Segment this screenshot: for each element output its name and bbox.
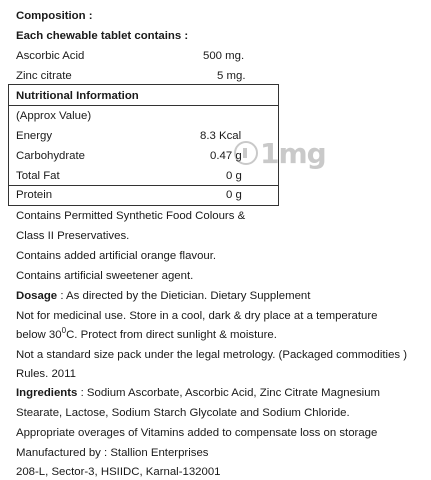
ingredients-line [16,386,380,400]
composition-item-name: Zinc citrate [16,70,72,82]
overages-line: Appropriate overages of Vitamins added to compensate loss on storage [16,427,378,439]
nutrition-row-value: 0.47 g [210,150,242,162]
storage-line: Not for medicinal use. Store in a cool, dark & dry place at a temperature [16,310,378,322]
note-line: Contains added artificial orange flavour. [16,250,217,262]
nutrition-heading: Nutritional Information [16,90,139,102]
note-line: Contains Permitted Synthetic Food Colours & [16,210,246,222]
nutrition-row-name: Protein [16,189,53,201]
dosage-text: : As directed by the Dietician. Dietary Supplement [57,290,311,302]
manufacturer-line: Manufactured by : Stallion Enterprises [16,447,209,459]
dosage-label: Dosage [16,290,58,302]
note-line: Contains artificial sweetener agent. [16,270,194,282]
nutrition-row-name: Carbohydrate [16,150,86,162]
nutrition-row-value: 0 g [226,170,242,182]
composition-heading: Composition : [16,10,93,22]
manufacturer-address: 208-L, Sector-3, HSIIDC, Karnal-132001 [16,466,221,478]
ingredients-line: Stearate, Lactose, Sodium Starch Glycolate and Sodium Chloride. [16,407,350,419]
nutrition-row-name: Energy [16,130,53,142]
nutrition-row-name: Total Fat [16,170,60,182]
ingredients-text: : Sodium Ascorbate, Ascorbic Acid, Zinc Citrate Magnesium [77,387,381,399]
legal-line: Rules. 2011 [16,368,76,380]
composition-item-value: 5 mg. [217,70,246,82]
nutrition-row-divider [8,185,279,186]
nutrition-heading-divider [8,105,279,106]
composition-item-name: Ascorbic Acid [16,50,85,62]
note-line: Class II Preservatives. [16,230,130,242]
composition-item-value: 500 mg. [203,50,245,62]
nutrition-basis: (Approx Value) [16,110,92,122]
dosage-line [16,289,310,303]
nutrition-row-value: 8.3 Kcal [200,130,242,142]
storage-line: below $30^0C$. Protect from direct sunlight & moisture. [16,326,277,341]
legal-line: Not a standard size pack under the legal metrology. (Packaged commodities ) [16,349,408,361]
ingredients-label: Ingredients [16,387,78,399]
watermark-logo: 1mg [234,140,326,168]
composition-subheading: Each chewable tablet contains : [16,30,189,42]
nutrition-row-value: 0 g [226,189,242,201]
